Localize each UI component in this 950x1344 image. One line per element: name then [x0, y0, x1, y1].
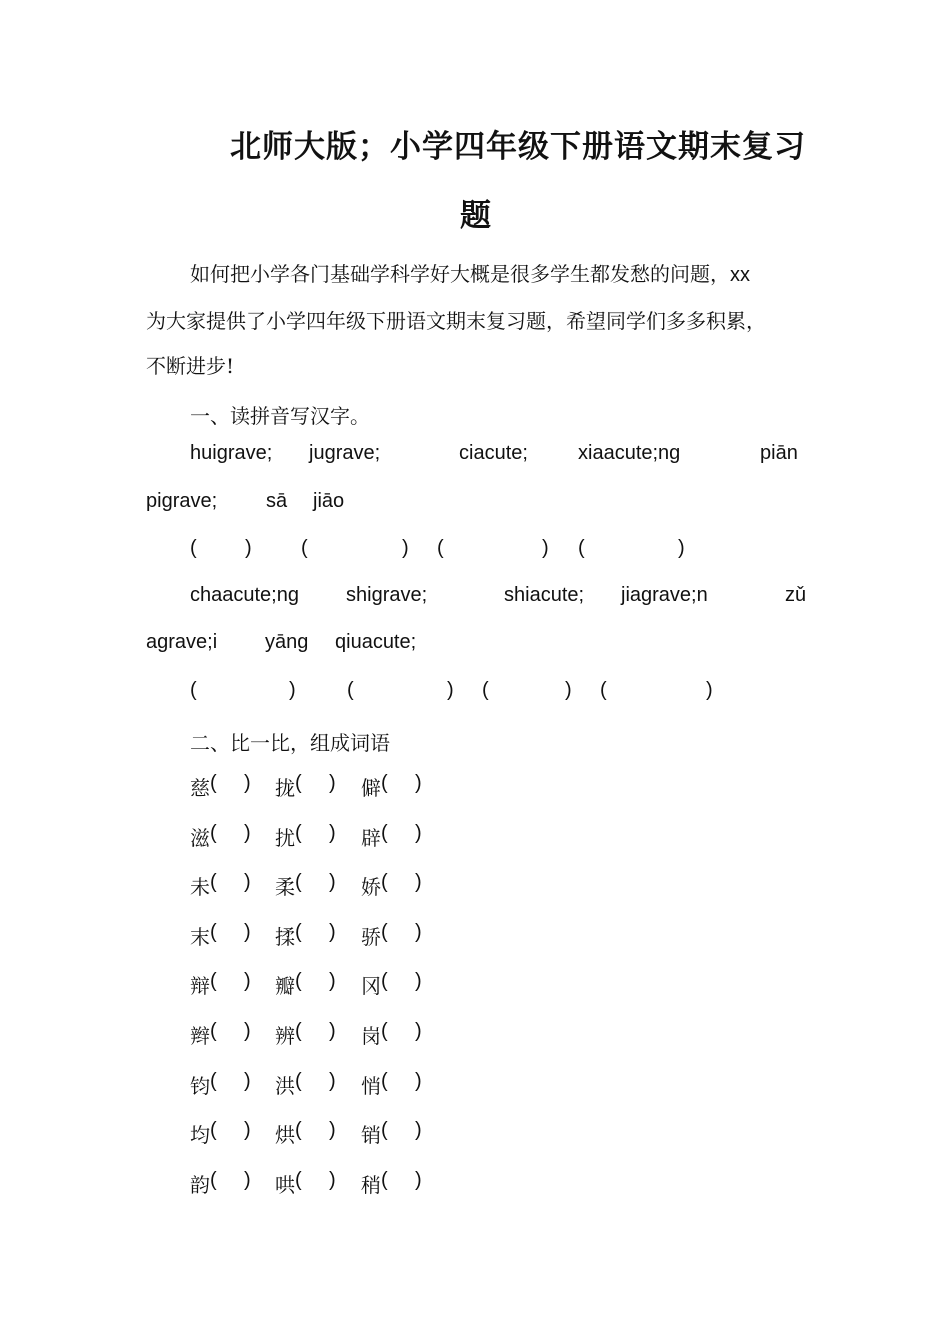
answer-blank-open: (	[210, 921, 217, 943]
answer-blank-open: (	[210, 822, 217, 844]
answer-blank-open: (	[381, 1119, 388, 1141]
compare-char: 柔	[275, 875, 295, 899]
answer-blank-close: )	[415, 921, 422, 943]
answer-blank-open: (	[381, 1070, 388, 1092]
section1-heading: 一、读拼音写汉字。	[190, 404, 370, 428]
answer-blank-close: )	[415, 822, 422, 844]
pinyin-item: huigrave;	[190, 442, 273, 464]
compare-char: 均	[190, 1123, 210, 1147]
answer-blank-open: (	[210, 1020, 217, 1042]
answer-blank-close: )	[329, 772, 336, 794]
compare-char: 辨	[275, 1024, 295, 1048]
answer-blank-open: (	[295, 1070, 302, 1092]
pinyin-item: shigrave;	[346, 584, 428, 606]
answer-blank-close: )	[329, 871, 336, 893]
compare-char: 末	[190, 925, 210, 949]
answer-blank-close: )	[244, 871, 251, 893]
answer-blank-open: (	[210, 1070, 217, 1092]
compare-char: 揉	[275, 925, 295, 949]
answer-blank-open: (	[381, 772, 388, 794]
answer-blank-open: (	[381, 1169, 388, 1191]
answer-blank-open: (	[295, 921, 302, 943]
intro-line-2: 为大家提供了小学四年级下册语文期末复习题，希望同学们多多积累，	[146, 309, 766, 333]
document-title-line2: 题	[460, 198, 492, 234]
compare-char: 扰	[275, 826, 295, 850]
pinyin-item: jiāo	[313, 490, 345, 512]
document-title-line1: 北师大版；小学四年级下册语文期末复习	[230, 129, 806, 165]
answer-blank-close: )	[289, 679, 296, 701]
answer-blank-open: (	[301, 537, 308, 559]
answer-blank-close: )	[415, 772, 422, 794]
answer-blank-open: (	[437, 537, 444, 559]
answer-blank-close: )	[244, 921, 251, 943]
answer-blank-close: )	[244, 1020, 251, 1042]
answer-blank-close: )	[244, 772, 251, 794]
pinyin-item: pigrave;	[146, 490, 218, 512]
compare-char: 僻	[361, 776, 381, 800]
compare-char: 拢	[275, 776, 295, 800]
answer-blank-open: (	[295, 822, 302, 844]
answer-blank-close: )	[329, 1169, 336, 1191]
answer-blank-close: )	[565, 679, 572, 701]
compare-char: 烘	[275, 1123, 295, 1147]
answer-blank-close: )	[415, 1020, 422, 1042]
answer-blank-close: )	[245, 537, 252, 559]
pinyin-item: zǔ	[785, 584, 807, 606]
compare-char: 岗	[361, 1024, 381, 1048]
answer-blank-open: (	[210, 1119, 217, 1141]
answer-blank-close: )	[329, 921, 336, 943]
answer-blank-open: (	[295, 970, 302, 992]
section2-heading: 二、比一比，组成词语	[190, 731, 390, 755]
answer-blank-close: )	[447, 679, 454, 701]
intro-line-1-text: 如何把小学各门基础学科学好大概是很多学生都发愁的问题，	[190, 262, 730, 286]
pinyin-item: shiacute;	[504, 584, 585, 606]
pinyin-item: jiagrave;n	[621, 584, 708, 606]
answer-blank-open: (	[190, 679, 197, 701]
answer-blank-close: )	[244, 1119, 251, 1141]
compare-char: 悄	[361, 1074, 381, 1098]
answer-blank-open: (	[295, 871, 302, 893]
answer-blank-open: (	[600, 679, 607, 701]
compare-char: 钧	[190, 1074, 210, 1098]
intro-line-3: 不断进步!	[146, 354, 235, 378]
compare-char: 未	[190, 875, 210, 899]
answer-blank-close: )	[415, 871, 422, 893]
pinyin-item: chaacute;ng	[190, 584, 299, 606]
answer-blank-open: (	[381, 921, 388, 943]
answer-blank-close: )	[244, 1169, 251, 1191]
compare-char: 瓣	[275, 974, 295, 998]
answer-blank-open: (	[482, 679, 489, 701]
answer-blank-close: )	[678, 537, 685, 559]
answer-blank-close: )	[329, 822, 336, 844]
compare-char: 滋	[190, 826, 210, 850]
answer-blank-open: (	[578, 537, 585, 559]
answer-blank-close: )	[329, 1020, 336, 1042]
answer-blank-open: (	[381, 871, 388, 893]
pinyin-item: ciacute;	[459, 442, 528, 464]
pinyin-item: jugrave;	[309, 442, 381, 464]
pinyin-item: sā	[266, 490, 288, 512]
intro-line-1	[190, 258, 750, 287]
answer-blank-open: (	[210, 970, 217, 992]
pinyin-item: qiuacute;	[335, 631, 417, 653]
compare-char: 稍	[361, 1173, 381, 1197]
compare-char: 哄	[275, 1173, 295, 1197]
answer-blank-close: )	[329, 1119, 336, 1141]
answer-blank-close: )	[329, 1070, 336, 1092]
compare-char: 冈	[361, 974, 381, 998]
compare-char: 销	[361, 1123, 381, 1147]
answer-blank-open: (	[295, 1119, 302, 1141]
pinyin-item: yāng	[265, 631, 309, 653]
compare-char: 洪	[275, 1074, 295, 1098]
answer-blank-close: )	[244, 822, 251, 844]
answer-blank-open: (	[210, 772, 217, 794]
compare-char: 韵	[190, 1173, 210, 1197]
compare-char: 慈	[190, 776, 210, 800]
intro-line-1-tail: xx	[730, 264, 750, 286]
answer-blank-close: )	[244, 1070, 251, 1092]
answer-blank-close: )	[244, 970, 251, 992]
answer-blank-close: )	[415, 1169, 422, 1191]
compare-char: 辩	[190, 974, 210, 998]
answer-blank-open: (	[381, 1020, 388, 1042]
answer-blank-close: )	[415, 1119, 422, 1141]
answer-blank-open: (	[210, 871, 217, 893]
answer-blank-open: (	[381, 822, 388, 844]
compare-char: 辟	[361, 826, 381, 850]
pinyin-item: agrave;i	[146, 631, 218, 653]
pinyin-item: xiaacute;ng	[578, 442, 681, 464]
pinyin-item: piān	[760, 442, 798, 464]
answer-blank-close: )	[542, 537, 549, 559]
answer-blank-open: (	[190, 537, 197, 559]
answer-blank-close: )	[706, 679, 713, 701]
answer-blank-open: (	[295, 772, 302, 794]
answer-blank-open: (	[381, 970, 388, 992]
answer-blank-close: )	[402, 537, 409, 559]
answer-blank-open: (	[295, 1020, 302, 1042]
compare-char: 骄	[361, 925, 381, 949]
answer-blank-close: )	[329, 970, 336, 992]
compare-char: 娇	[361, 875, 381, 899]
answer-blank-open: (	[295, 1169, 302, 1191]
answer-blank-open: (	[347, 679, 354, 701]
answer-blank-close: )	[415, 970, 422, 992]
answer-blank-close: )	[415, 1070, 422, 1092]
answer-blank-open: (	[210, 1169, 217, 1191]
compare-char: 辫	[190, 1024, 210, 1048]
